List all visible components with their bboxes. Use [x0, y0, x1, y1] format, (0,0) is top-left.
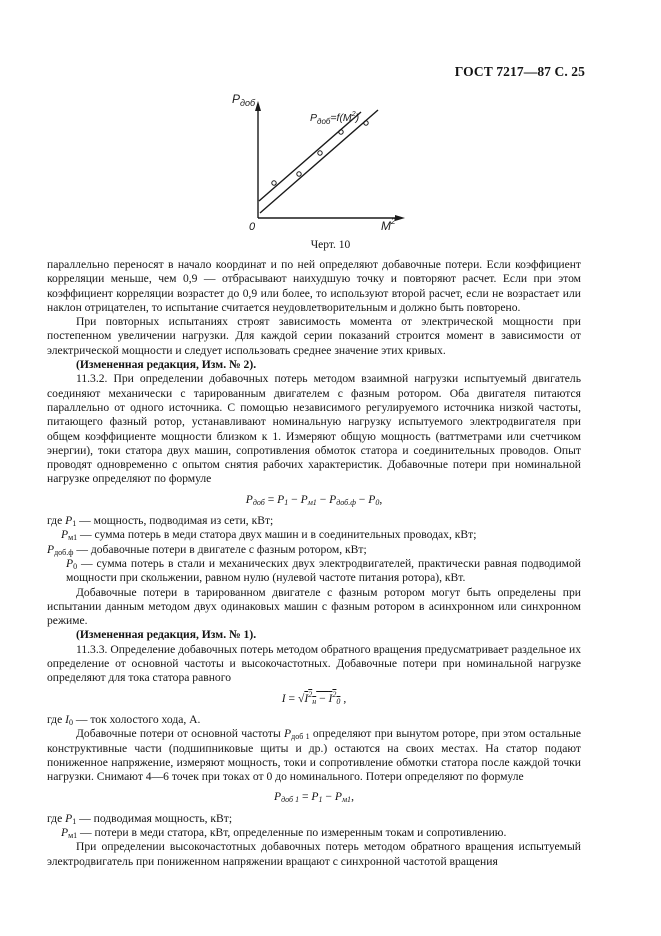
- curve-label: P: [310, 112, 318, 124]
- data-point: [339, 130, 343, 134]
- definition: где $P_1$ — подводимая мощность, кВт;: [47, 811, 233, 826]
- formula-3: $P_{доб 1} = P_1 - P_{м1}$,: [274, 790, 354, 805]
- paragraph: 11.3.3. Определение добавочных потерь методом обратного вращения предусматривает раздельное их определение от основной частоты и высокочастотных. Добавочные потери при номинальной нагрузке определяют для тока статора равного: [47, 642, 581, 685]
- edition-note: (Измененная редакция, Изм. № 1).: [76, 628, 257, 642]
- curve-label-close: ): [355, 112, 360, 124]
- svg-text:Pдоб=f(M2): [310, 111, 359, 126]
- x-axis-label: M: [381, 219, 391, 233]
- data-point: [297, 172, 301, 176]
- paragraph: Добавочные потери в тарированном двигателе с фазным ротором могут быть определены при испытании данным методом двух одинаковых машин с фазным ротором в асинхронном или синхронном режиме.: [47, 585, 581, 628]
- paragraph: Добавочные потери от основной частоты $P_{доб 1}$ определяют при вынутом роторе, при этом остальные конструктивные части (подшипниковые щиты и др.) остаются на своих местах. На статор подают пониженное напряжение, измеряют мощность, токи и сопротивление обмотки статора после каждой точки нагрузки. Снимают 4—6 точек при токах от 0 до номинального. Потери определяют по формуле: [47, 727, 581, 784]
- paragraph: При повторных испытаниях строят зависимость момента от электрической мощности при постепенном увеличении нагрузки. Для каждой серии показаний строится момент в зависимости от электрической мощности и следует использовать среднее значение этих кривых.: [47, 315, 581, 357]
- definition: где $P_1$ — мощность, подводимая из сети, кВт;: [47, 514, 274, 529]
- data-point: [272, 181, 276, 185]
- origin-label: 0: [249, 221, 256, 233]
- paragraph: При определении высокочастотных добавочных потерь методом обратного вращения испытуемый электродвигатель при пониженном напряжении вращают с синхронной частотой вращения: [47, 840, 581, 868]
- y-axis-label-sub: доб: [240, 98, 256, 108]
- definition: $P_{м1}$ — потери в меди статора, кВт, определенные по измеренным токам и сопротивлению.: [61, 825, 507, 840]
- definition: $P_{доб.ф}$ — добавочные потери в двигателе с фазным ротором, кВт;: [47, 542, 367, 557]
- figure-chart: [0, 0, 661, 240]
- x-axis-arrow: [395, 215, 405, 221]
- formula-1: $P_{доб} = P_1 - P_{м1} - P_{доб.ф} - P_0$,: [245, 492, 383, 507]
- definition: $P_0$ — сумма потерь в стали и механических двух электродвигателей, практически равная подводимой мощности при скольжении, равном нулю (нулевой частоте питания ротора), кВт.: [66, 556, 581, 585]
- fit-line-upper: [259, 112, 361, 201]
- figure-caption: Черт. 10: [310, 239, 351, 251]
- definition: где $I_0$ — ток холостого хода, А.: [47, 712, 201, 727]
- edition-note: (Измененная редакция, Изм. № 2).: [76, 358, 257, 372]
- paragraph: 11.3.2. При определении добавочных потерь методом взаимной нагрузки испытуемый двигатель соединяют механически с тарированным двигателем с фазным ротором. Оба двигателя питаются параллельно от одного источника. С помощью независимого регулируемого источника низкой частоты, питающего фазный ротор, устанавливают номинальную нагрузку испытуемого электродвигателя при общем коэффициенте мощности близком к 1. Измеряют общую мощность (ваттметрами или счетчиком энергии), токи статора двух машин, сопротивления обмоток статора и соединительных проводов. Опыт проводят одновременно с опытом снятия рабочих характеристик. Добавочные потери при номинальной нагрузке определяют по формуле: [47, 372, 581, 486]
- svg-text:Pдоб: [232, 92, 256, 108]
- body-text: [47, 258, 581, 869]
- data-point: [318, 151, 322, 155]
- definition: $P_{м1}$ — сумма потерь в меди статора двух машин и в соединительных проводах, кВт;: [61, 528, 477, 543]
- data-point: [364, 121, 368, 125]
- svg-text:M2: [381, 217, 396, 233]
- curve-label-rest: =f(M: [330, 112, 352, 124]
- page-header: ГОСТ 7217—87 С. 25: [454, 64, 585, 79]
- y-axis-arrow: [255, 101, 261, 111]
- curve-label-sub: доб: [317, 117, 331, 126]
- y-axis-label: P: [232, 92, 241, 106]
- x-axis-label-sup: 2: [391, 217, 396, 226]
- paragraph: параллельно переносят в начало координат и по ней определяют добавочные потери. Если коэффициент корреляции меньше, чем 0,9 — отбрасывают наихудшую точку и повторяют расчет. Если при этом коэффициент корреляции возрастет до 0,9 или более, то используют второй расчет, если не возрастает или наклон отрицателен, то испытание считается неудовлетворительным и должно быть повторено.: [47, 258, 581, 314]
- curve-label-sup: 2: [351, 111, 356, 118]
- formula-2: $I = √I^2_н - I^2_0$ ,: [281, 689, 347, 706]
